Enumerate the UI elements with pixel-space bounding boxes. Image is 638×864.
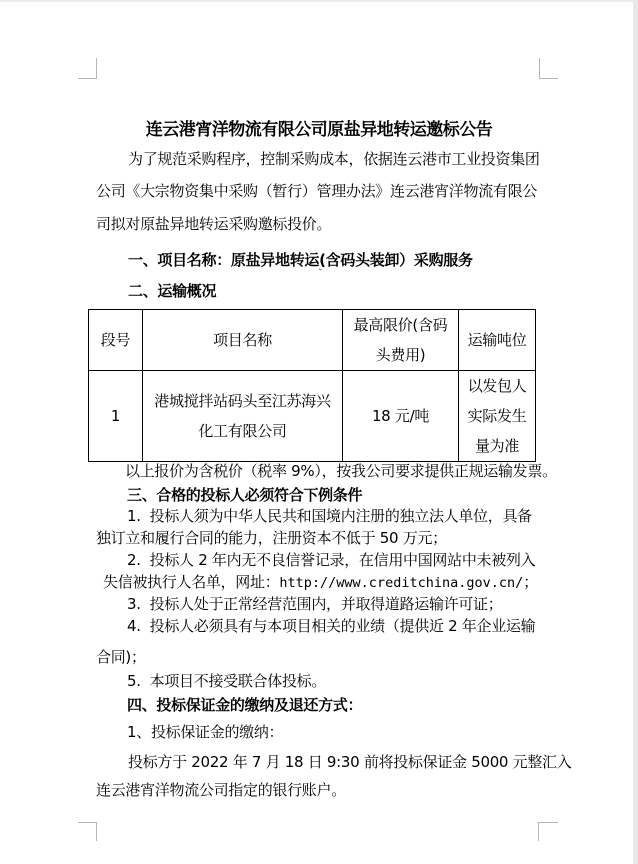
cell-tonnage: 以发包人实际发生量为准 <box>459 371 536 462</box>
header-tonnage: 运输吨位 <box>459 310 536 371</box>
margin-crop-mark-top-right <box>539 58 558 79</box>
tax-note-line: 以上报价为含税价（税率 9%），按我公司要求提供正规运输发票。 <box>125 462 557 480</box>
intro-line-3: 司拟对原盐异地转运采购邀标投价。 <box>96 215 332 233</box>
condition-4-line-2: 合同)； <box>96 648 146 666</box>
cell-max-price: 18 元/吨 <box>343 371 459 462</box>
margin-crop-mark-bottom-right <box>538 822 558 841</box>
condition-2-line-2-text: 失信被执行人名单，网址： <box>103 573 280 591</box>
condition-2-line-2 <box>103 573 538 592</box>
section-3-heading: 三、合格的投标人必须符合下例条件 <box>127 486 363 504</box>
cell-section-number: 1 <box>89 371 143 462</box>
condition-4-line-1: 4. 投标人必须具有与本项目相关的业绩（提供近 2 年企业运输 <box>127 617 536 635</box>
condition-2-line-2-end: ； <box>523 573 538 591</box>
margin-crop-mark-bottom-left <box>78 822 97 841</box>
intro-line-1: 为了规范采购程序，控制采购成本，依据连云港市工业投资集团 <box>128 150 540 168</box>
margin-crop-mark-top-left <box>78 58 97 79</box>
condition-2-line-1: 2. 投标人 2 年内无不良信誉记录，在信用中国网站中未被列入 <box>127 551 536 569</box>
section-4-heading: 四、投标保证金的缴纳及退还方式： <box>127 696 363 714</box>
section-1-text: 一、项目名称：原盐异地转运 <box>128 251 320 269</box>
condition-3-line: 3. 投标人处于正常经营范围内，并取得道路运输许可证； <box>127 595 503 613</box>
section-1-heading <box>128 251 473 269</box>
intro-line-2: 公司《大宗物资集中采购（暂行）管理办法》连云港宵洋物流有限公 <box>96 182 538 200</box>
deposit-line-2: 连云港宵洋物流公司指定的银行账户。 <box>96 781 346 799</box>
section-1-text-rest: 含码头装卸）采购服务 <box>325 251 473 269</box>
subsection-1-heading: 1、投标保证金的缴纳： <box>127 723 284 741</box>
page-edge-top <box>0 0 638 2</box>
header-max-price: 最高限价(含码头费用) <box>343 310 459 371</box>
table-row <box>89 371 536 462</box>
condition-1-line-2: 独订立和履行合同的能力，注册资本不低于 50 万元； <box>96 529 447 547</box>
header-project-name: 项目名称 <box>143 310 343 371</box>
cell-project-name: 港城搅拌站码头至江苏海兴化工有限公司 <box>143 371 343 462</box>
deposit-line-1: 投标方于 2022 年 7 月 18 日 9:30 前将投标保证金 5000 元整汇入 <box>128 753 572 771</box>
grammar-check-mark: ( <box>319 251 326 269</box>
condition-1-line-1: 1. 投标人须为中华人民共和国境内注册的独立法人单位，具备 <box>127 507 532 525</box>
transport-overview-table <box>88 309 536 462</box>
header-section-number: 段号 <box>89 310 143 371</box>
credit-china-url: http://www.creditchina.gov.cn/ <box>279 575 524 591</box>
table-header-row <box>89 310 536 371</box>
condition-5-line: 5. 本项目不接受联合体投标。 <box>127 672 327 690</box>
section-2-heading: 二、运输概况 <box>128 282 217 300</box>
document-title: 连云港宵洋物流有限公司原盐异地转运邀标公告 <box>145 120 493 140</box>
